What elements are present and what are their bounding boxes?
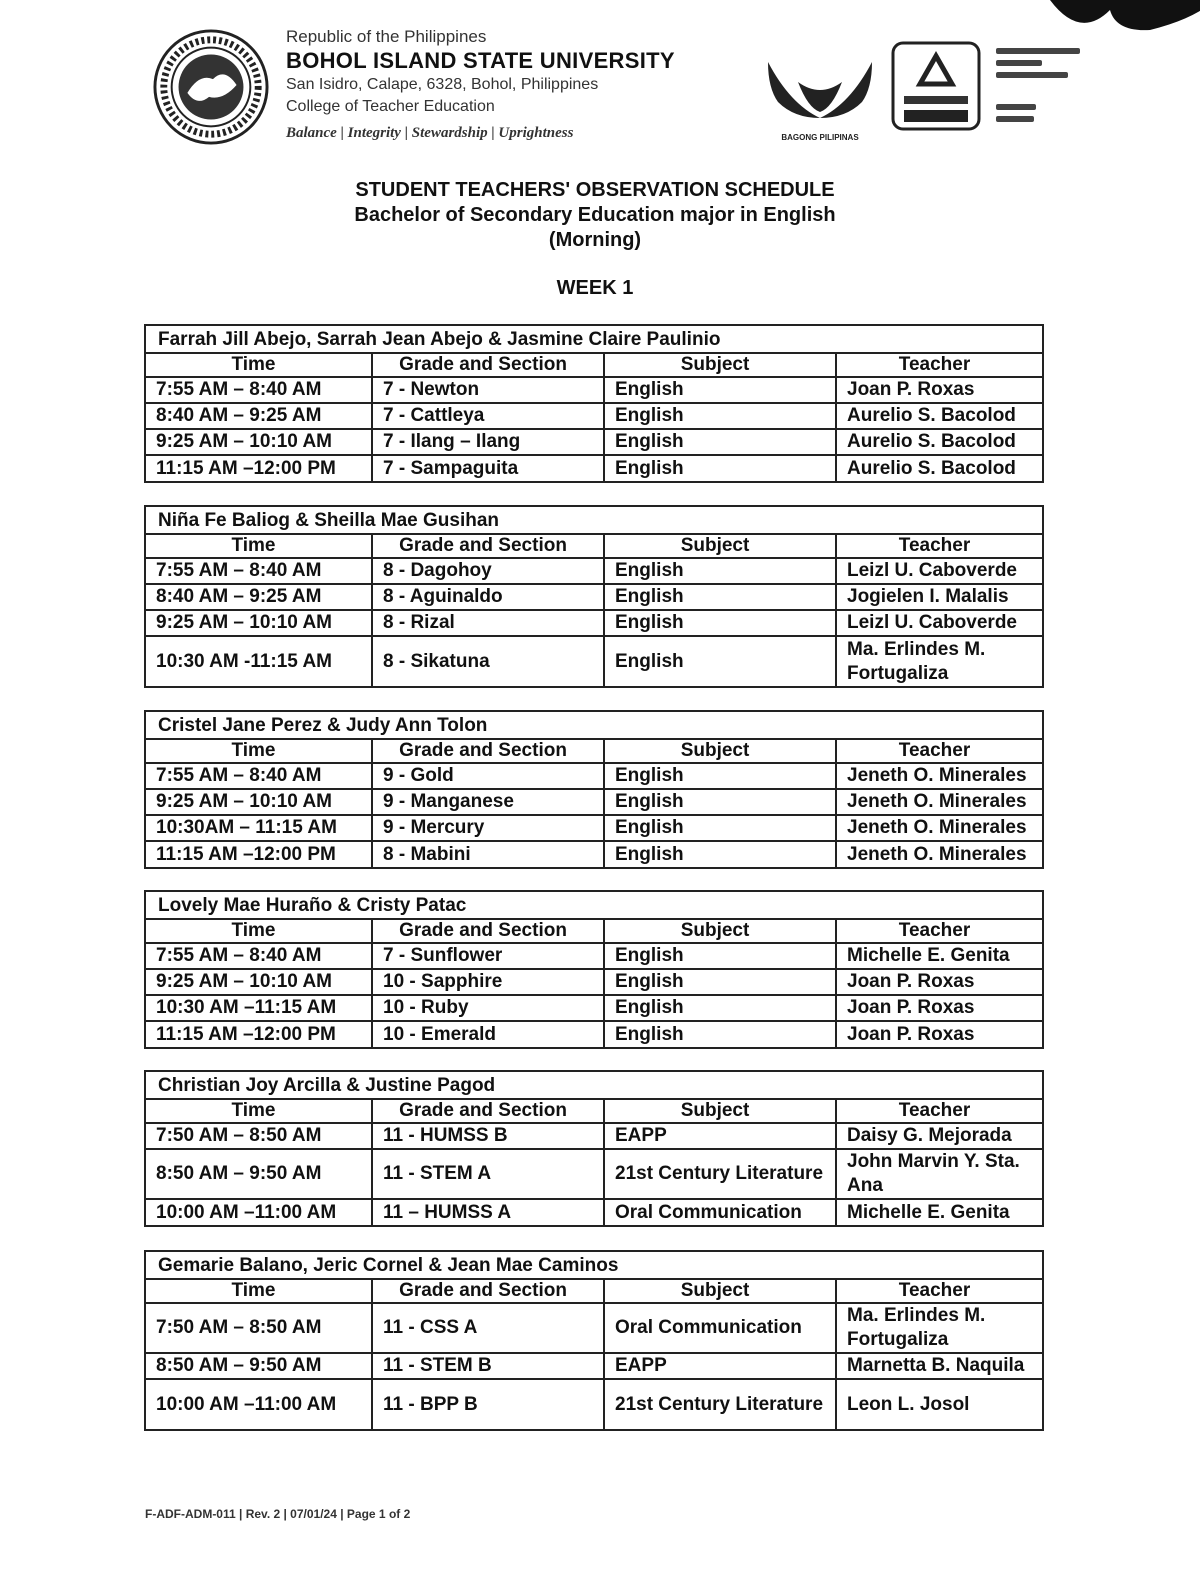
teacher-cell: Ma. Erlindes M. Fortugaliza: [836, 636, 1042, 686]
teacher-cell: Ma. Erlindes M. Fortugaliza: [836, 1303, 1042, 1353]
table-header-row: [146, 1279, 1042, 1303]
table-row: [146, 969, 1042, 995]
teacher-cell: Jeneth O. Minerales: [836, 789, 1042, 815]
schedule-table: [146, 352, 1042, 481]
table-header-row: [146, 353, 1042, 377]
teacher-cell: Jogielen I. Malalis: [836, 584, 1042, 610]
student-teacher-names: Christian Joy Arcilla & Justine Pagod: [158, 1075, 496, 1096]
teacher-cell: Daisy G. Mejorada: [836, 1123, 1042, 1149]
bagong-pilipinas-label: BAGONG PILIPINAS: [781, 133, 859, 142]
grade-section-cell: 11 - CSS A: [372, 1303, 604, 1353]
time-cell: 10:30 AM –11:15 AM: [146, 995, 372, 1021]
table-row: [146, 636, 1042, 686]
grade-section-column-header: Grade and Section: [372, 353, 604, 377]
table-row: [146, 1021, 1042, 1047]
teacher-cell: Leizl U. Caboverde: [836, 610, 1042, 636]
schedule-block: [144, 890, 1044, 1049]
university-seal-icon: [152, 28, 270, 146]
subject-cell: English: [604, 841, 836, 867]
teacher-column-header: Teacher: [836, 739, 1042, 763]
teacher-cell: Aurelio S. Bacolod: [836, 455, 1042, 481]
time-column-header: Time: [146, 1099, 372, 1123]
document-footer: F-ADF-ADM-011 | Rev. 2 | 07/01/24 | Page 1 of 2: [145, 1507, 411, 1521]
subject-cell: Oral Communication: [604, 1303, 836, 1353]
table-row: [146, 943, 1042, 969]
time-column-header: Time: [146, 534, 372, 558]
grade-section-cell: 7 - Sunflower: [372, 943, 604, 969]
subject-column-header: Subject: [604, 1099, 836, 1123]
teacher-cell: Jeneth O. Minerales: [836, 815, 1042, 841]
subject-column-header: Subject: [604, 1279, 836, 1303]
grade-section-column-header: Grade and Section: [372, 1099, 604, 1123]
time-cell: 9:25 AM – 10:10 AM: [146, 429, 372, 455]
grade-section-column-header: Grade and Section: [372, 919, 604, 943]
schedule-table: [146, 1278, 1042, 1429]
grade-section-cell: 7 - Ilang – Ilang: [372, 429, 604, 455]
subject-cell: English: [604, 943, 836, 969]
time-column-header: Time: [146, 353, 372, 377]
grade-section-cell: 7 - Newton: [372, 377, 604, 403]
table-row: [146, 815, 1042, 841]
grade-section-cell: 10 - Ruby: [372, 995, 604, 1021]
title-line-2: Bachelor of Secondary Education major in English: [354, 204, 836, 226]
teacher-column-header: Teacher: [836, 1099, 1042, 1123]
table-row: [146, 377, 1042, 403]
table-row: [146, 763, 1042, 789]
table-row: [146, 1149, 1042, 1199]
subject-cell: English: [604, 763, 836, 789]
subject-column-header: Subject: [604, 353, 836, 377]
grade-section-cell: 9 - Mercury: [372, 815, 604, 841]
subject-cell: English: [604, 969, 836, 995]
grade-section-column-header: Grade and Section: [372, 534, 604, 558]
subject-cell: English: [604, 1021, 836, 1047]
university-address: San Isidro, Calape, 6328, Bohol, Philippines: [286, 76, 599, 93]
table-row: [146, 1379, 1042, 1429]
table-header-row: [146, 1099, 1042, 1123]
subject-cell: English: [604, 610, 836, 636]
teacher-column-header: Teacher: [836, 1279, 1042, 1303]
subject-cell: English: [604, 789, 836, 815]
time-column-header: Time: [146, 739, 372, 763]
schedule-block: [144, 324, 1044, 483]
time-cell: 8:40 AM – 9:25 AM: [146, 584, 372, 610]
teacher-cell: Marnetta B. Naquila: [836, 1353, 1042, 1379]
table-row: [146, 789, 1042, 815]
subject-cell: 21st Century Literature: [604, 1149, 836, 1199]
teacher-cell: Jeneth O. Minerales: [836, 763, 1042, 789]
student-teacher-names: Lovely Mae Huraño & Cristy Patac: [158, 895, 467, 916]
time-cell: 11:15 AM –12:00 PM: [146, 455, 372, 481]
certification-text: [996, 42, 1096, 127]
student-teacher-names: Farrah Jill Abejo, Sarrah Jean Abejo & Jasmine Claire Paulinio: [158, 329, 721, 350]
time-cell: 9:25 AM – 10:10 AM: [146, 789, 372, 815]
table-row: [146, 610, 1042, 636]
table-row: [146, 1353, 1042, 1379]
grade-section-cell: 9 - Manganese: [372, 789, 604, 815]
table-row: [146, 403, 1042, 429]
subject-cell: English: [604, 558, 836, 584]
grade-section-cell: 10 - Sapphire: [372, 969, 604, 995]
teacher-cell: Joan P. Roxas: [836, 1021, 1042, 1047]
subject-cell: EAPP: [604, 1353, 836, 1379]
time-cell: 10:30AM – 11:15 AM: [146, 815, 372, 841]
table-row: [146, 841, 1042, 867]
grade-section-cell: 8 - Rizal: [372, 610, 604, 636]
table-row: [146, 1303, 1042, 1353]
teacher-cell: Leon L. Josol: [836, 1379, 1042, 1429]
table-row: [146, 995, 1042, 1021]
teacher-column-header: Teacher: [836, 919, 1042, 943]
time-cell: 10:00 AM –11:00 AM: [146, 1379, 372, 1429]
time-cell: 7:50 AM – 8:50 AM: [146, 1303, 372, 1353]
grade-section-cell: 8 - Mabini: [372, 841, 604, 867]
republic-line: Republic of the Philippines: [286, 27, 487, 46]
student-teacher-names: Cristel Jane Perez & Judy Ann Tolon: [158, 715, 488, 736]
table-row: [146, 584, 1042, 610]
teacher-cell: Joan P. Roxas: [836, 969, 1042, 995]
schedule-table: [146, 918, 1042, 1047]
student-teacher-names: Gemarie Balano, Jeric Cornel & Jean Mae Caminos: [158, 1255, 619, 1276]
table-row: [146, 455, 1042, 481]
teacher-cell: John Marvin Y. Sta. Ana: [836, 1149, 1042, 1199]
time-cell: 7:55 AM – 8:40 AM: [146, 377, 372, 403]
time-cell: 9:25 AM – 10:10 AM: [146, 610, 372, 636]
teacher-cell: Aurelio S. Bacolod: [836, 429, 1042, 455]
grade-section-cell: 11 - STEM A: [372, 1149, 604, 1199]
subject-cell: English: [604, 995, 836, 1021]
table-row: [146, 1123, 1042, 1149]
teacher-column-header: Teacher: [836, 534, 1042, 558]
grade-section-cell: 11 - STEM B: [372, 1353, 604, 1379]
grade-section-column-header: Grade and Section: [372, 739, 604, 763]
schedule-block: [144, 1070, 1044, 1227]
subject-column-header: Subject: [604, 919, 836, 943]
grade-section-cell: 10 - Emerald: [372, 1021, 604, 1047]
subject-cell: English: [604, 403, 836, 429]
teacher-cell: Jeneth O. Minerales: [836, 841, 1042, 867]
subject-cell: English: [604, 429, 836, 455]
schedule-block: [144, 1250, 1044, 1431]
time-cell: 10:30 AM -11:15 AM: [146, 636, 372, 686]
time-cell: 8:40 AM – 9:25 AM: [146, 403, 372, 429]
schedule-block: [144, 710, 1044, 869]
time-cell: 11:15 AM –12:00 PM: [146, 1021, 372, 1047]
grade-section-cell: 7 - Sampaguita: [372, 455, 604, 481]
student-teacher-names: Niña Fe Baliog & Sheilla Mae Gusihan: [158, 510, 500, 531]
table-row: [146, 1199, 1042, 1225]
subject-cell: 21st Century Literature: [604, 1379, 836, 1429]
letterhead: [0, 0, 1200, 160]
grade-section-cell: 8 - Dagohoy: [372, 558, 604, 584]
university-motto: Balance | Integrity | Stewardship | Uprightness: [286, 125, 574, 141]
time-cell: 7:55 AM – 8:40 AM: [146, 763, 372, 789]
table-row: [146, 558, 1042, 584]
schedule-table: [146, 533, 1042, 686]
table-header-row: [146, 739, 1042, 763]
subject-column-header: Subject: [604, 739, 836, 763]
teacher-cell: Leizl U. Caboverde: [836, 558, 1042, 584]
subject-cell: English: [604, 815, 836, 841]
schedule-table: [146, 1098, 1042, 1225]
title-line-3: (Morning): [548, 229, 642, 251]
grade-section-cell: 9 - Gold: [372, 763, 604, 789]
table-row: [146, 429, 1042, 455]
grade-section-column-header: Grade and Section: [372, 1279, 604, 1303]
grade-section-cell: 8 - Aguinaldo: [372, 584, 604, 610]
time-cell: 7:50 AM – 8:50 AM: [146, 1123, 372, 1149]
subject-column-header: Subject: [604, 534, 836, 558]
time-cell: 8:50 AM – 9:50 AM: [146, 1353, 372, 1379]
grade-section-cell: 8 - Sikatuna: [372, 636, 604, 686]
subject-cell: English: [604, 377, 836, 403]
time-cell: 11:15 AM –12:00 PM: [146, 841, 372, 867]
time-column-header: Time: [146, 1279, 372, 1303]
time-cell: 7:55 AM – 8:40 AM: [146, 558, 372, 584]
teacher-cell: Aurelio S. Bacolod: [836, 403, 1042, 429]
grade-section-cell: 11 – HUMSS A: [372, 1199, 604, 1225]
college-name: College of Teacher Education: [286, 98, 495, 115]
schedule-block: [144, 505, 1044, 688]
document-title: [0, 178, 1190, 253]
certification-logo-icon: [890, 40, 982, 132]
teacher-cell: Joan P. Roxas: [836, 995, 1042, 1021]
subject-cell: English: [604, 584, 836, 610]
week-heading: WEEK 1: [556, 277, 634, 299]
teacher-cell: Michelle E. Genita: [836, 943, 1042, 969]
teacher-column-header: Teacher: [836, 353, 1042, 377]
grade-section-cell: 11 - HUMSS B: [372, 1123, 604, 1149]
teacher-cell: Joan P. Roxas: [836, 377, 1042, 403]
subject-cell: English: [604, 636, 836, 686]
table-header-row: [146, 534, 1042, 558]
university-name: BOHOL ISLAND STATE UNIVERSITY: [286, 48, 675, 73]
grade-section-cell: 7 - Cattleya: [372, 403, 604, 429]
time-cell: 8:50 AM – 9:50 AM: [146, 1149, 372, 1199]
teacher-cell: Michelle E. Genita: [836, 1199, 1042, 1225]
subject-cell: Oral Communication: [604, 1199, 836, 1225]
subject-cell: EAPP: [604, 1123, 836, 1149]
time-cell: 9:25 AM – 10:10 AM: [146, 969, 372, 995]
bagong-pilipinas-logo-icon: [760, 52, 880, 148]
time-cell: 7:55 AM – 8:40 AM: [146, 943, 372, 969]
time-cell: 10:00 AM –11:00 AM: [146, 1199, 372, 1225]
time-column-header: Time: [146, 919, 372, 943]
schedule-table: [146, 738, 1042, 867]
title-line-1: STUDENT TEACHERS' OBSERVATION SCHEDULE: [355, 179, 835, 201]
corner-mark-icon: [1040, 0, 1200, 40]
grade-section-cell: 11 - BPP B: [372, 1379, 604, 1429]
table-header-row: [146, 919, 1042, 943]
subject-cell: English: [604, 455, 836, 481]
